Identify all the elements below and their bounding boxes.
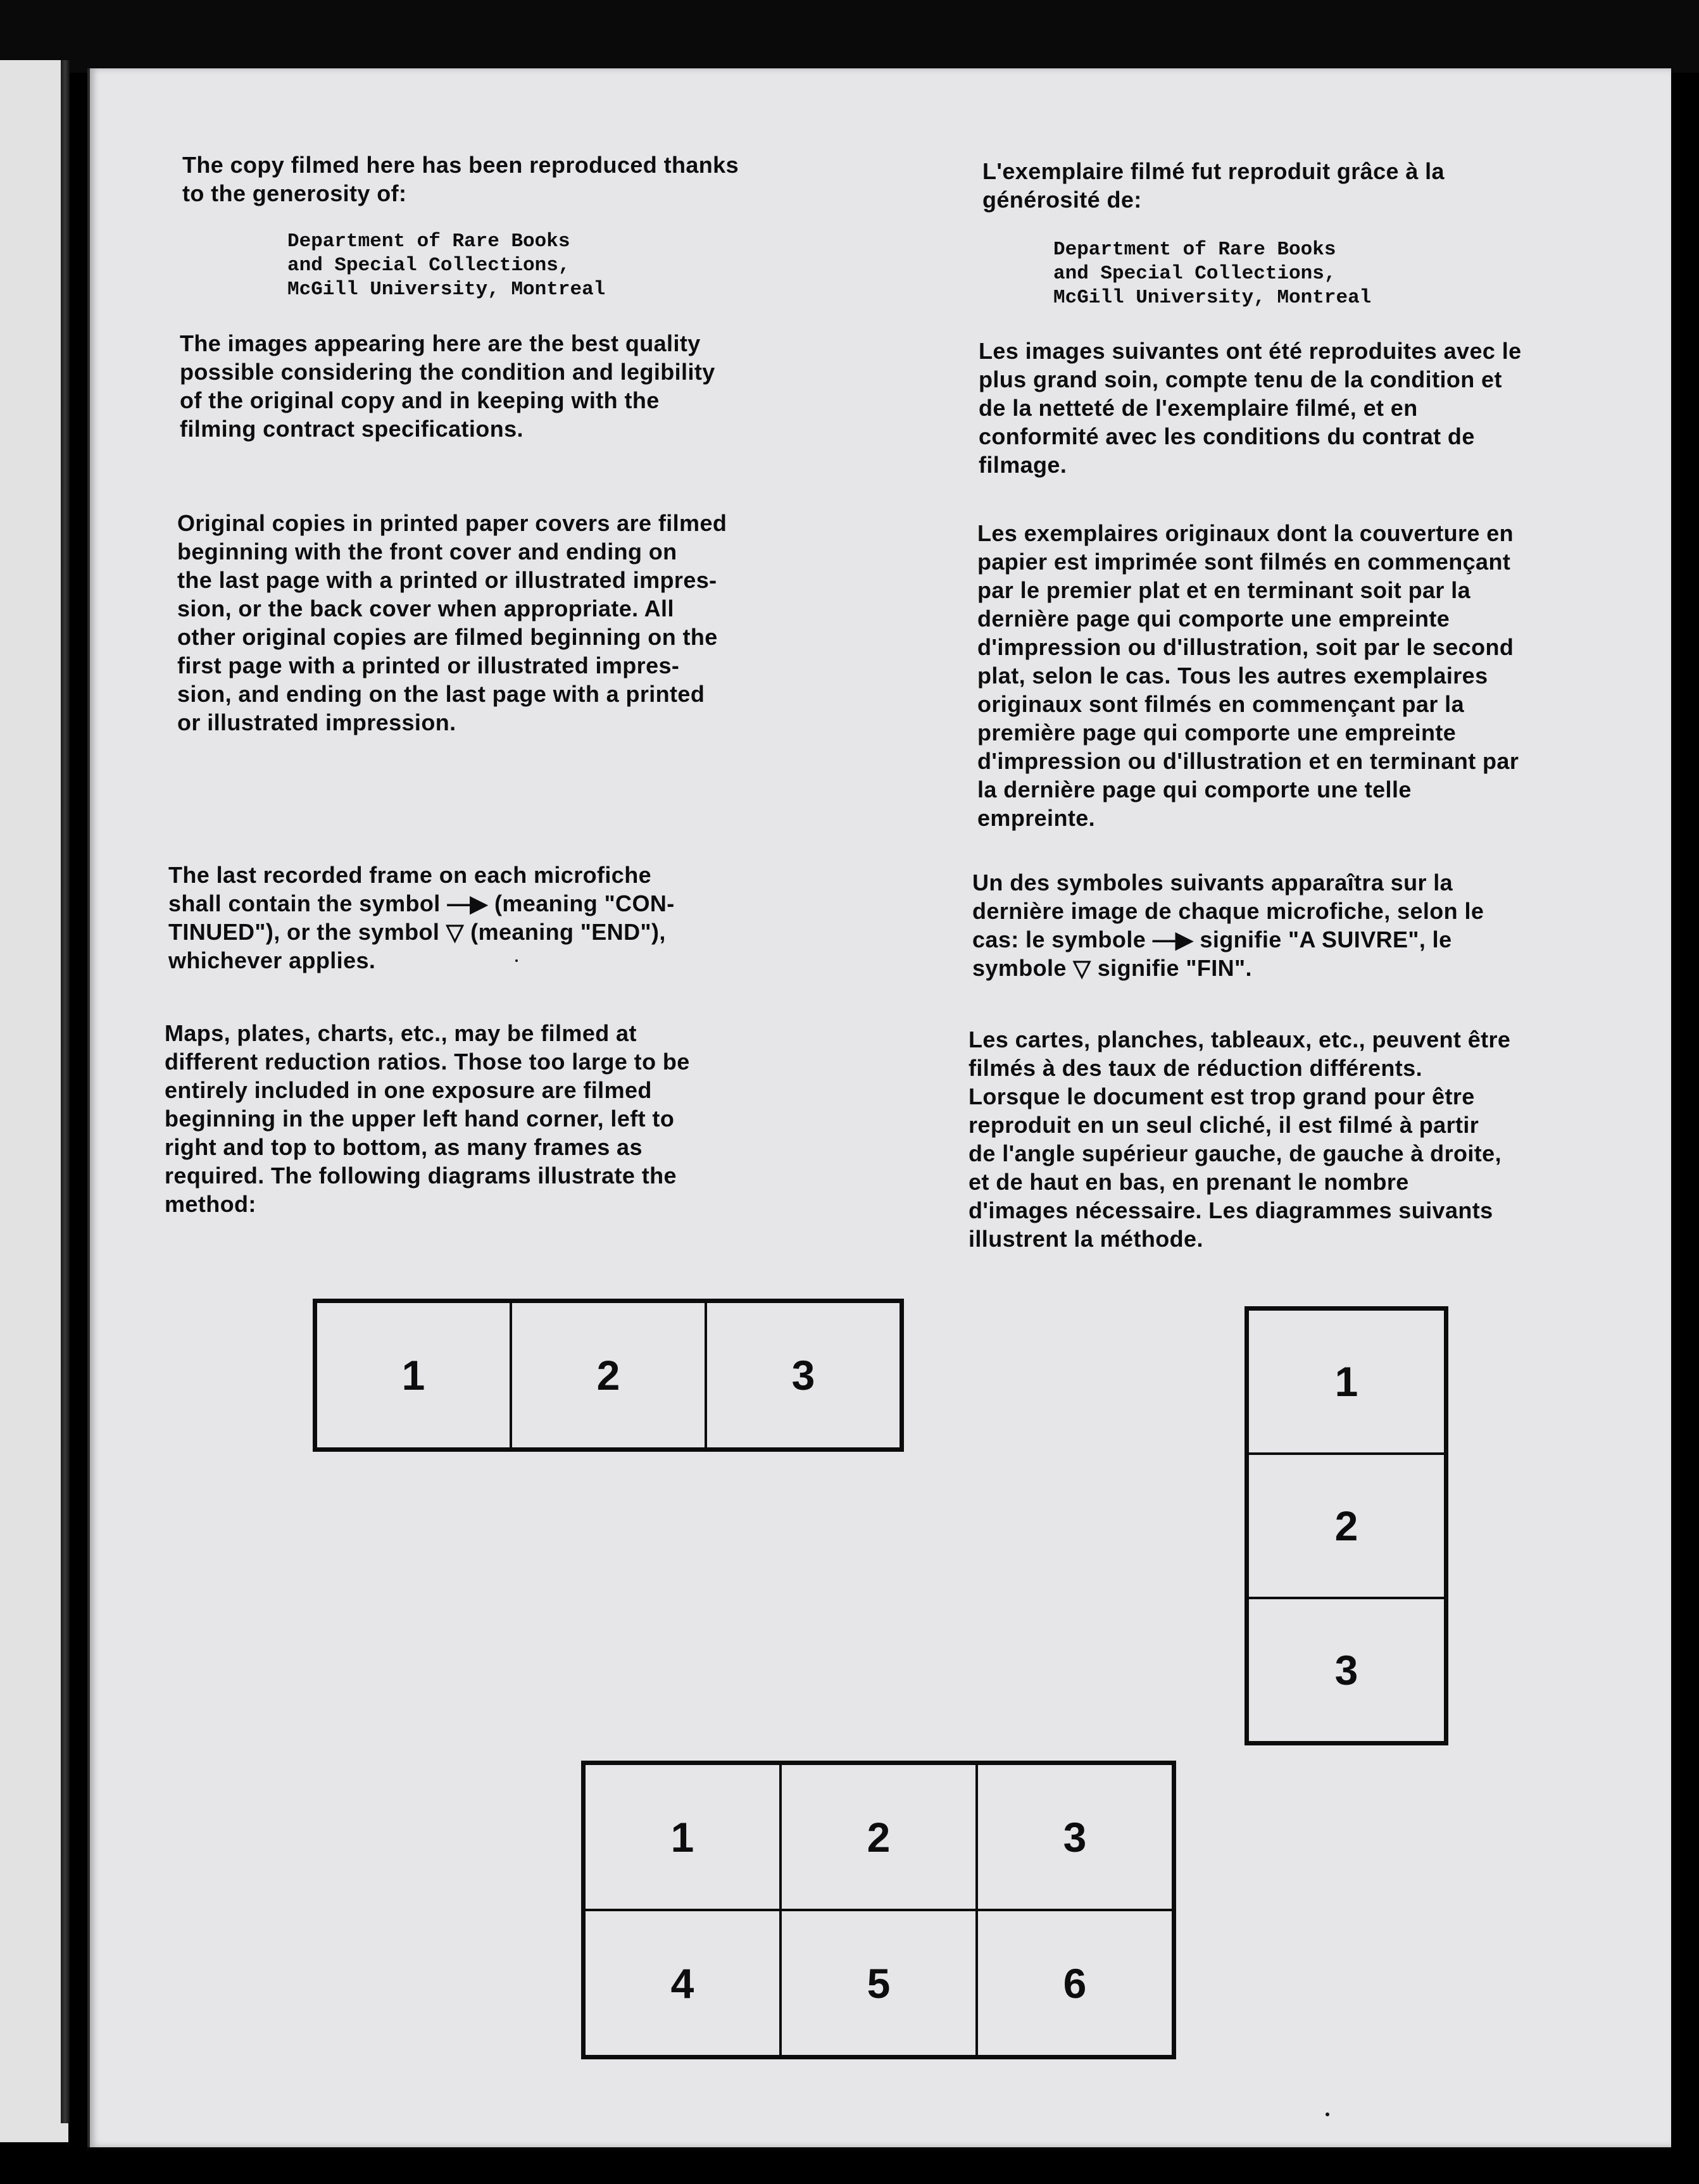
- scan-speck: [1326, 2112, 1329, 2116]
- english-intro: The copy filmed here has been reproduced thanks to the generosity of:: [182, 152, 739, 206]
- vertical-frames-diagram: [1244, 1306, 1448, 1745]
- document-page: [87, 68, 1671, 2147]
- frame-cell: 1: [316, 1302, 511, 1449]
- english-institution: Department of Rare Books and Special Collections, McGill University, Montreal: [287, 230, 606, 301]
- adjacent-page-strip: [0, 60, 68, 2142]
- frame-cell: 2: [1248, 1454, 1445, 1598]
- frame-cell: 1: [1248, 1309, 1445, 1454]
- page-fold-shadow: [61, 60, 70, 2123]
- french-maps-note: Les cartes, planches, tableaux, etc., peuvent être filmés à des taux de réduction différents. Lorsque le document est trop grand pour être reproduit en un seul cliché, il est filmé à partir de l'angle supérieur gauche, de gauche à droite, et de haut en bas, en prenant le nombre d'images nécessaire. Les diagrammes suivants illustrent la méthode.: [969, 1026, 1511, 1252]
- frame-cell: 3: [977, 1764, 1173, 1910]
- english-maps-note: Maps, plates, charts, etc., may be filmed at different reduction ratios. Those too large to be entirely included in one exposure are filmed beginning in the upper left hand corner, left to right and top to bottom, as many frames as required. The following diagrams illustrate the method:: [165, 1020, 690, 1217]
- frame-cell: 1: [584, 1764, 781, 1910]
- frame-cell: 2: [781, 1764, 977, 1910]
- english-quality-note: The images appearing here are the best quality possible considering the condition and legibility of the original copy and in keeping with the filming contract specifications.: [180, 330, 715, 442]
- french-intro: L'exemplaire filmé fut reproduit grâce à la générosité de:: [982, 158, 1445, 213]
- french-symbols-note: Un des symboles suivants apparaîtra sur la dernière image de chaque microfiche, selon le cas: le symbole —▶ signifie "A SUIVRE", le symbole ▽ signifie "FIN".: [972, 870, 1484, 981]
- french-institution: Department of Rare Books and Special Collections, McGill University, Montreal: [1053, 239, 1372, 309]
- french-quality-note: Les images suivantes ont été reproduites avec le plus grand soin, compte tenu de la condition et de la netteté de l'exemplaire filmé, et en conformité avec les conditions du contrat de filmage.: [979, 338, 1522, 478]
- frame-cell: 6: [977, 1910, 1173, 2056]
- english-symbols-note: The last recorded frame on each microfiche shall contain the symbol —▶ (meaning "CON- TINUED"), or the symbol ▽ (meaning "END"), whichever applies.: [168, 862, 675, 973]
- film-top-border: [0, 0, 1699, 73]
- frame-cell: 3: [706, 1302, 901, 1449]
- frame-cell: 5: [781, 1910, 977, 2056]
- frame-cell: 4: [584, 1910, 781, 2056]
- scan-speck: [515, 959, 518, 962]
- french-covers-note: Les exemplaires originaux dont la couverture en papier est imprimée sont filmés en commençant par le premier plat et en terminant soit par la dernière page qui comporte une empreinte d'impression ou d'illustration, soit par le second plat, selon le cas. Tous les autres exemplaires originaux sont filmés en commençant par la première page qui comporte une empreinte d'impression ou d'illustration et en terminant par la dernière page qui comporte une telle empreinte.: [977, 520, 1519, 831]
- frame-cell: 2: [511, 1302, 706, 1449]
- frame-cell: 3: [1248, 1598, 1445, 1742]
- horizontal-frames-diagram: [313, 1299, 904, 1452]
- grid-frames-diagram: [581, 1761, 1176, 2059]
- english-covers-note: Original copies in printed paper covers are filmed beginning with the front cover and ending on the last page with a printed or illustrated impres- sion, or the back cover when appropriate. All other original copies are filmed beginning on the first page with a printed or illustrated impres- sion, and ending on the last page with a printed or illustrated impression.: [177, 510, 727, 735]
